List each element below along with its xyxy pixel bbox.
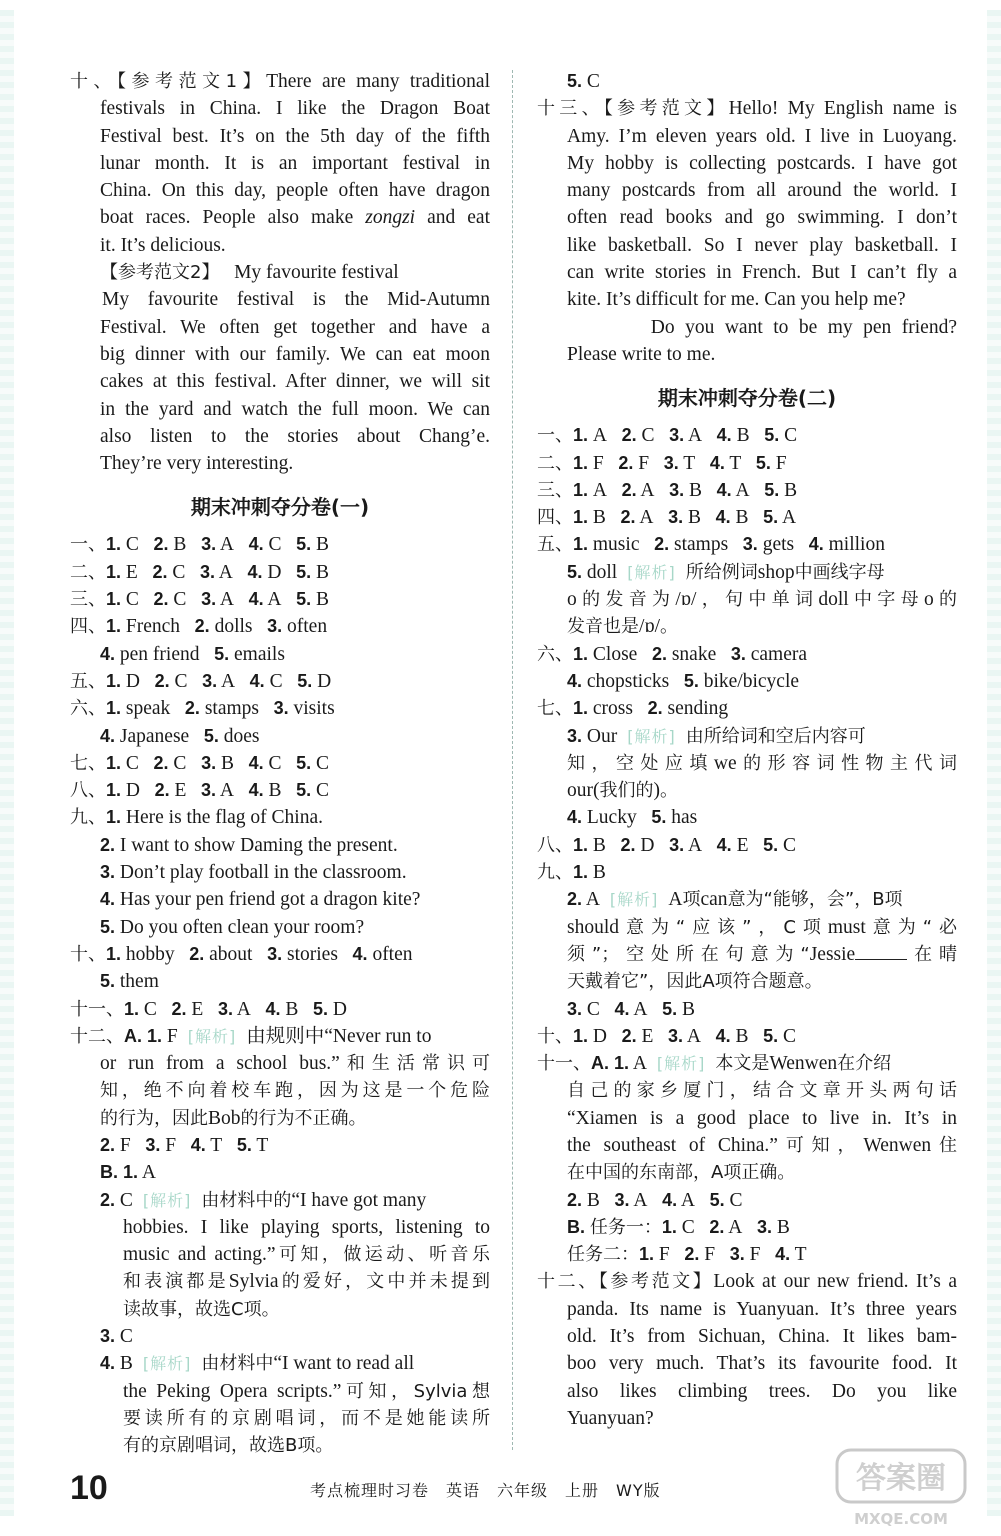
right-col-line: My hobby is collecting postcards. I have got <box>567 152 957 174</box>
left-col-line: 2. C [解析] 由材料中的“I have got many <box>100 1189 427 1211</box>
right-col-line: panda. Its name is Yuanyuan. It’s three years <box>567 1298 957 1320</box>
right-col-line: 5. doll [解析] 所给例词shop中画线字母 <box>567 561 885 583</box>
left-col-line: 十二、A. 1. F [解析] 由规则中“Never run to <box>70 1025 432 1047</box>
watermark-logo <box>831 1442 971 1532</box>
left-col-line: Festival. We often get together and have a <box>100 316 490 338</box>
left-col-line: 十、1. hobby 2. about 3. stories 4. often <box>70 943 413 965</box>
left-col-line: the Peking Opera scripts.”可知，Sylvia想 <box>123 1380 491 1402</box>
left-col-line: 3. Don’t play football in the classroom. <box>100 862 407 884</box>
right-answer-column <box>537 68 957 1432</box>
right-col-line: should意为“应该”，C项must意为“必 <box>567 916 958 938</box>
left-col-line: boat races. People also make zongzi and eat <box>100 207 490 229</box>
left-col-line: 有的京剧唱词，故选B项。 <box>123 1435 334 1457</box>
left-col-line: 一、1. C 2. B 3. A 4. C 5. B <box>70 534 330 556</box>
section-heading: 期末冲刺夺分卷(一) <box>190 495 370 520</box>
left-col-line: 十、【参考范文1】There are many traditional <box>70 71 490 92</box>
watermark-text: 答案圈 <box>856 1461 946 1496</box>
left-col-line: B. 1. A <box>100 1162 156 1184</box>
right-col-line: 发音也是/ɒ/。 <box>567 616 679 638</box>
book-info: 考点梳理时习卷 英语 六年级 上册 WY版 <box>310 1481 661 1500</box>
right-col-line: 4. Lucky 5. has <box>567 807 698 829</box>
right-col-line: 四、1. B 2. A 3. B 4. B 5. A <box>537 507 797 529</box>
left-col-line: festivals in China. I like the Dragon Boat <box>100 98 490 120</box>
right-col-line: “Xiamen is a good place to live in. It’s in <box>567 1107 957 1129</box>
left-col-line: 读故事，故选C项。 <box>123 1298 280 1320</box>
left-col-line: 【参考范文2】 My favourite festival <box>100 262 399 284</box>
right-col-line: Amy. I’m eleven years old. I live in Luoyang. <box>567 125 957 147</box>
right-col-line: 3. Our [解析] 由所给词和空后内容可 <box>567 725 866 747</box>
right-col-line: 知，空处应填we的形容词性物主代词 <box>567 752 958 774</box>
left-col-line: 七、1. C 2. C 3. B 4. C 5. C <box>70 752 330 774</box>
left-col-line: lunar month. It is an important festival in <box>100 152 490 174</box>
watermark-site: MXQE.COM <box>854 1510 948 1528</box>
left-col-line: cakes at this festival. After dinner, we will sit <box>100 371 490 393</box>
left-col-line: 五、1. D 2. C 3. A 4. C 5. D <box>70 670 332 692</box>
right-col-line: 任务二：1. F 2. F 3. F 4. T <box>567 1244 807 1266</box>
right-col-line: like basketball. So I never play basketball. I <box>567 234 957 256</box>
left-col-line: 四、1. French 2. dolls 3. often <box>70 616 328 638</box>
right-col-line: 六、1. Close 2. snake 3. camera <box>537 643 808 665</box>
left-col-line: or run from a school bus.”和生活常识可 <box>100 1053 491 1075</box>
right-col-line: 5. C <box>567 71 600 92</box>
left-col-line: 5. Do you often clean your room? <box>100 916 365 938</box>
right-col-line: can write stories in French. But I can’t fly a <box>567 262 957 284</box>
left-col-line: 4. Has your pen friend got a dragon kite? <box>100 889 421 911</box>
left-col-line: 2. F 3. F 4. T 5. T <box>100 1134 269 1156</box>
left-col-line: it. It’s delicious. <box>100 234 226 256</box>
right-col-line: 七、1. cross 2. sending <box>537 698 729 720</box>
right-col-line: 在中国的东南部，A项正确。 <box>567 1162 796 1184</box>
left-col-line: 九、1. Here is the flag of China. <box>70 807 323 829</box>
right-col-line: Do you want to be my pen friend? <box>567 316 957 338</box>
left-col-line: 三、1. C 2. C 3. A 4. A 5. B <box>70 589 330 611</box>
section-heading: 期末冲刺夺分卷(二) <box>657 386 837 411</box>
right-col-line: o的发音为/ɒ/，句中单词doll中字母o的 <box>567 589 958 611</box>
right-col-line: 三、1. A 2. A 3. B 4. A 5. B <box>537 479 798 501</box>
right-col-line: 须”；空处所在句意为“Jessie 在晴 <box>567 943 958 965</box>
right-col-line: kite. It’s difficult for me. Can you help me? <box>567 289 906 311</box>
right-col-line: 十二、【参考范文】Look at our new friend. It’s a <box>537 1271 958 1293</box>
right-col-line: often read books and go swimming. I don’t <box>567 207 957 229</box>
left-col-line: Festival best. It’s on the 5th day of the fifth <box>100 125 490 147</box>
left-col-line: 八、1. D 2. E 3. A 4. B 5. C <box>70 780 330 802</box>
left-col-line: 知，绝不向着校车跑，因为这是一个危险 <box>100 1080 490 1102</box>
left-col-line: 和表演都是Sylvia的爱好，文中并未提到 <box>123 1271 490 1293</box>
right-col-line: 4. chopsticks 5. bike/bicycle <box>567 670 800 692</box>
right-col-line: 五、1. music 2. stamps 3. gets 4. million <box>537 534 885 556</box>
column-divider <box>512 70 513 1450</box>
page-number: 10 <box>70 1469 108 1507</box>
left-col-line: 的行为，因此Bob的行为不正确。 <box>100 1107 367 1129</box>
right-col-line: old. It’s from Sichuan, China. It likes bam- <box>567 1326 957 1348</box>
left-col-line: 十一、1. C 2. E 3. A 4. B 5. D <box>70 998 348 1020</box>
right-col-line: 天戴着它”，因此A项符合题意。 <box>567 971 823 993</box>
left-col-line: 4. Japanese 5. does <box>100 725 260 747</box>
left-col-line: 2. I want to show Daming the present. <box>100 834 398 856</box>
left-col-line: 3. C <box>100 1326 133 1348</box>
right-col-line: 自己的家乡厦门，结合文章开头两句话 <box>567 1080 957 1102</box>
right-col-line: B. 任务一：1. C 2. A 3. B <box>567 1216 790 1238</box>
left-col-line: also listen to the stories about Chang’e. <box>100 425 490 447</box>
right-col-line: 十、1. D 2. E 3. A 4. B 5. C <box>537 1025 797 1047</box>
right-col-line: Please write to me. <box>567 343 716 365</box>
right-col-line: 二、1. F 2. F 3. T 4. T 5. F <box>537 452 787 474</box>
left-decorative-border <box>0 10 14 1516</box>
right-col-line: 十一、A. 1. A [解析] 本文是Wenwen在介绍 <box>537 1053 892 1075</box>
right-col-line: 3. C 4. A 5. B <box>567 998 695 1020</box>
right-col-line: our(我们的)。 <box>567 780 678 802</box>
left-col-line: 二、1. E 2. C 3. A 4. D 5. B <box>70 561 330 583</box>
right-col-line: 2. A [解析] A项can意为“能够，会”，B项 <box>567 889 903 911</box>
left-col-line: big dinner with our family. We can eat moon <box>100 343 490 365</box>
left-col-line: 要读所有的京剧唱词，而不是她能读所 <box>123 1407 490 1429</box>
left-col-line: 4. pen friend 5. emails <box>100 643 285 665</box>
right-decorative-border <box>987 10 1001 1516</box>
page-footer <box>70 1468 950 1508</box>
right-col-line: many postcards from all around the world. I <box>567 180 957 202</box>
right-col-line: Yuanyuan? <box>567 1407 654 1429</box>
left-col-line: They’re very interesting. <box>100 453 294 475</box>
left-col-line: 5. them <box>100 971 159 993</box>
right-col-line: 一、1. A 2. C 3. A 4. B 5. C <box>537 425 798 447</box>
left-col-line: music and acting.”可知，做运动、听音乐 <box>123 1244 491 1266</box>
right-col-line: 十三、【参考范文】Hello! My English name is <box>537 98 957 120</box>
left-col-line: in the yard and watch the full moon. We can <box>100 398 490 420</box>
left-col-line: hobbies. I like playing sports, listening to <box>123 1216 490 1238</box>
right-col-line: the southeast of China.”可知，Wenwen住 <box>567 1134 957 1156</box>
left-col-line: 六、1. speak 2. stamps 3. visits <box>70 698 335 720</box>
right-col-line: also likes climbing trees. Do you like <box>567 1380 957 1402</box>
left-col-line: My favourite festival is the Mid-Autumn <box>102 289 490 311</box>
left-col-line: China. On this day, people often have dragon <box>100 180 490 202</box>
right-col-line: 九、1. B <box>537 862 606 884</box>
right-col-line: 2. B 3. A 4. A 5. C <box>567 1189 743 1211</box>
right-col-line: boo very much. That’s its favourite food. It <box>567 1353 957 1375</box>
right-col-line: 八、1. B 2. D 3. A 4. E 5. C <box>537 834 797 856</box>
left-answer-column <box>70 68 490 1460</box>
left-col-line: 4. B [解析] 由材料中“I want to read all <box>100 1353 415 1375</box>
